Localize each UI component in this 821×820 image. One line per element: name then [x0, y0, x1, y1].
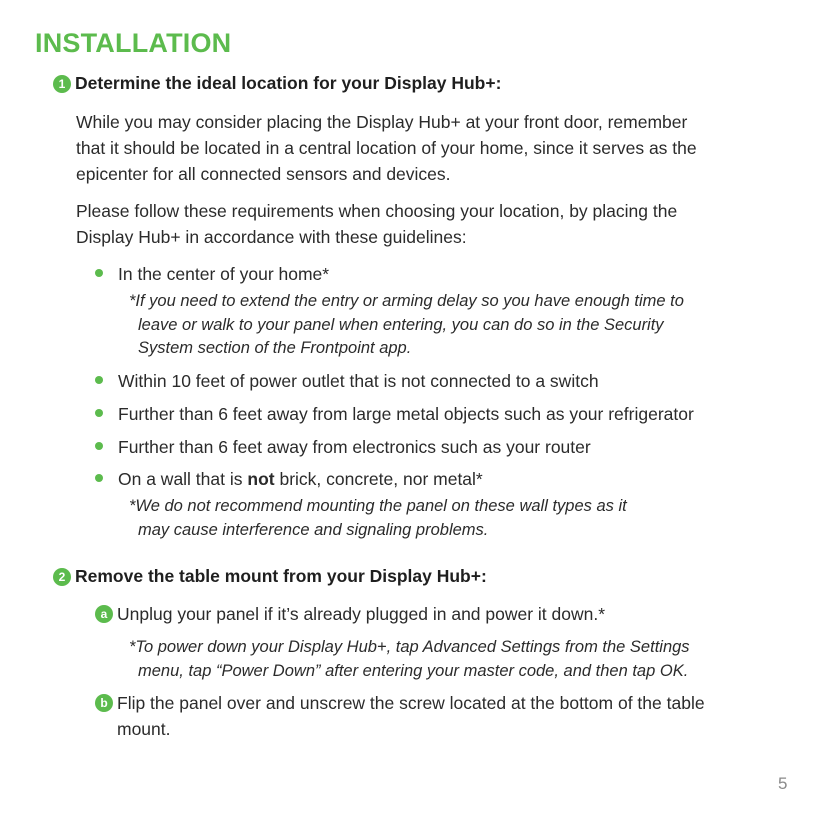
- step-2-heading: [53, 566, 487, 587]
- footnote-line: menu, tap “Power Down” after entering your master code, and then tap OK.: [138, 661, 689, 680]
- bullet-text-part: On a wall that is: [118, 469, 248, 489]
- bullet-text-part: brick, concrete, nor metal*: [274, 469, 483, 489]
- page-number: 5: [778, 774, 788, 793]
- bullet-text: Within 10 feet of power outlet that is not connected to a switch: [118, 371, 599, 391]
- intro-paragraph: [76, 109, 776, 187]
- footnote-line: *To power down your Display Hub+, tap Advanced Settings from the Settings: [129, 638, 690, 656]
- bullet-text: Further than 6 feet away from large metal objects such as your refrigerator: [118, 404, 694, 424]
- substep-a: [95, 601, 795, 627]
- substep-text: [117, 690, 795, 742]
- bullet-dot: [95, 269, 103, 277]
- paragraph-line: epicenter for all connected sensors and devices.: [76, 164, 451, 184]
- substep-letter-badge: a: [95, 605, 113, 623]
- footnote: [129, 290, 789, 361]
- bullet-item: [95, 434, 795, 460]
- bullet-dot: [95, 376, 103, 384]
- substep-line: Flip the panel over and unscrew the screw located at the bottom of the table: [117, 693, 705, 713]
- footnote-line: *We do not recommend mounting the panel on these wall types as it: [129, 497, 627, 515]
- footnote: [129, 495, 789, 542]
- footnote-line: *If you need to extend the entry or arming delay so you have enough time to: [129, 292, 684, 310]
- bullet-text: Further than 6 feet away from electronics such as your router: [118, 437, 591, 457]
- substep-line: mount.: [117, 719, 171, 739]
- bullet-item: [95, 466, 795, 492]
- footnote-line: leave or walk to your panel when entering, you can do so in the Security: [138, 315, 664, 334]
- paragraph-line: Please follow these requirements when choosing your location, by placing the: [76, 201, 678, 221]
- bullet-dot: [95, 442, 103, 450]
- paragraph-line: While you may consider placing the Display Hub+ at your front door, remember: [76, 112, 688, 132]
- bullet-text: [118, 466, 483, 492]
- step-heading-text: Remove the table mount from your Display Hub+:: [75, 566, 487, 586]
- step-1-heading: [53, 73, 501, 94]
- bullet-item: [95, 401, 795, 427]
- footnote: [129, 636, 789, 683]
- substep-letter-badge: b: [95, 694, 113, 712]
- footnote-line: may cause interference and signaling problems.: [138, 520, 489, 539]
- substep-b: [95, 690, 795, 742]
- paragraph-line: Display Hub+ in accordance with these guidelines:: [76, 227, 467, 247]
- bullet-item: [95, 368, 795, 394]
- bullet-dot: [95, 409, 103, 417]
- step-heading-text: Determine the ideal location for your Display Hub+:: [75, 73, 502, 93]
- paragraph-line: that it should be located in a central location of your home, since it serves as the: [76, 138, 697, 158]
- footnote-line: System section of the Frontpoint app.: [138, 339, 412, 357]
- bullet-dot: [95, 474, 103, 482]
- requirements-paragraph: [76, 198, 776, 250]
- step-number-badge: 1: [53, 75, 71, 93]
- section-title: INSTALLATION: [35, 28, 232, 58]
- substep-text: Unplug your panel if it’s already plugged in and power it down.*: [117, 604, 606, 624]
- bullet-item: [95, 261, 795, 287]
- bullet-text: In the center of your home*: [118, 264, 330, 284]
- step-number-badge: 2: [53, 568, 71, 586]
- emphasis-text: not: [247, 469, 275, 489]
